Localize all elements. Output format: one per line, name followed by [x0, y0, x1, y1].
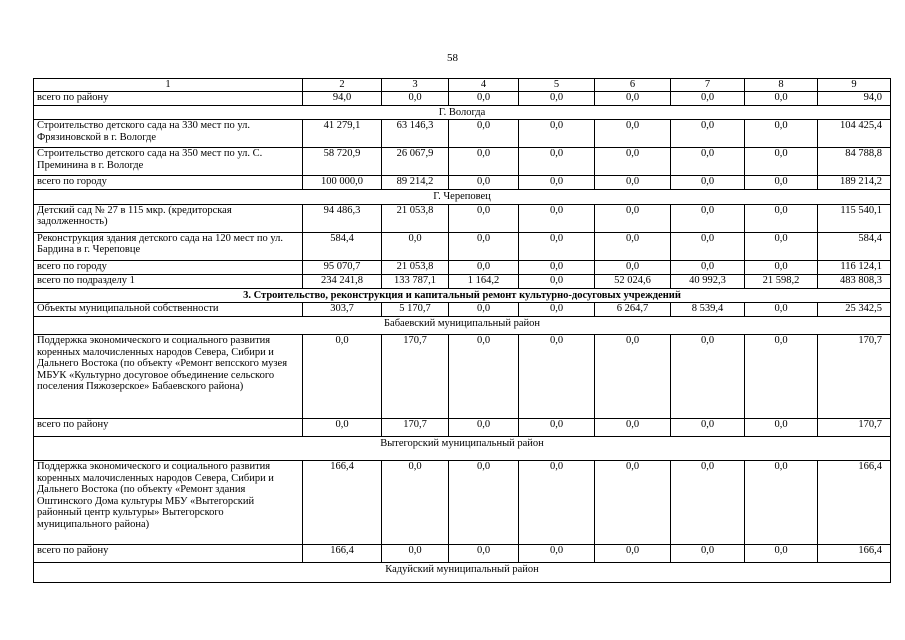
row-label: Объекты муниципальной собственности: [34, 303, 303, 317]
amount-cell: 41 279,1: [303, 120, 382, 148]
amount-cell: 0,0: [745, 545, 818, 563]
amount-cell: 0,0: [671, 176, 745, 190]
amount-cell: 0,0: [595, 545, 671, 563]
row-label: Поддержка экономического и социального развития коренных малочисленных народов Севера, Сибири и Дальнего Востока (по объекту «Ремонт здания Оштинского Дома культуры МБУ «Вытегорский районный центр культуры» Вытегорского муниципального района): [34, 461, 303, 545]
amount-cell: 0,0: [519, 260, 595, 274]
section-heading: Кадуйский муниципальный район: [34, 563, 891, 583]
amount-cell: 0,0: [595, 120, 671, 148]
amount-cell: 0,0: [595, 91, 671, 105]
amount-cell: 0,0: [745, 260, 818, 274]
amount-cell: 21 598,2: [745, 274, 818, 288]
section-heading: Г. Вологда: [34, 105, 891, 120]
column-number-header: 9: [818, 79, 891, 92]
amount-cell: 0,0: [745, 232, 818, 260]
amount-cell: 0,0: [449, 204, 519, 232]
amount-cell: 21 053,8: [382, 260, 449, 274]
row-label: Поддержка экономического и социального развития коренных малочисленных народов Севера, Сибири и Дальнего Востока (по объекту «Ремонт вепсского музея МБУК «Культурно досуговое объединение сельского поселения Пяжозерское» Бабаевского района): [34, 335, 303, 419]
table-row: [34, 419, 891, 437]
table-row: [34, 303, 891, 317]
amount-cell: 0,0: [449, 419, 519, 437]
amount-cell: 100 000,0: [303, 176, 382, 190]
amount-cell: 166,4: [303, 545, 382, 563]
amount-cell: 0,0: [519, 274, 595, 288]
amount-cell: 0,0: [595, 461, 671, 545]
amount-cell: 0,0: [671, 545, 745, 563]
amount-cell: 115 540,1: [818, 204, 891, 232]
section-heading-row: [34, 105, 891, 120]
table-header-row: [34, 79, 891, 92]
column-number-header: 2: [303, 79, 382, 92]
column-number-header: 3: [382, 79, 449, 92]
column-number-header: 6: [595, 79, 671, 92]
amount-cell: 0,0: [671, 204, 745, 232]
amount-cell: 0,0: [303, 335, 382, 419]
amount-cell: 0,0: [449, 120, 519, 148]
amount-cell: 6 264,7: [595, 303, 671, 317]
amount-cell: 584,4: [818, 232, 891, 260]
table-row: [34, 91, 891, 105]
amount-cell: 0,0: [519, 303, 595, 317]
amount-cell: 0,0: [745, 120, 818, 148]
amount-cell: 8 539,4: [671, 303, 745, 317]
amount-cell: 0,0: [595, 335, 671, 419]
row-label: Реконструкция здания детского сада на 120 мест по ул. Бардина в г. Череповце: [34, 232, 303, 260]
amount-cell: 94,0: [303, 91, 382, 105]
amount-cell: 170,7: [818, 419, 891, 437]
amount-cell: 94,0: [818, 91, 891, 105]
amount-cell: 0,0: [745, 419, 818, 437]
amount-cell: 0,0: [745, 148, 818, 176]
section-heading-row: [34, 563, 891, 583]
row-label: всего по району: [34, 419, 303, 437]
amount-cell: 0,0: [671, 120, 745, 148]
amount-cell: 116 124,1: [818, 260, 891, 274]
amount-cell: 0,0: [382, 91, 449, 105]
amount-cell: 0,0: [671, 461, 745, 545]
amount-cell: 0,0: [519, 120, 595, 148]
amount-cell: 0,0: [595, 176, 671, 190]
amount-cell: 303,7: [303, 303, 382, 317]
amount-cell: 0,0: [449, 335, 519, 419]
row-label: Строительство детского сада на 330 мест по ул. Фрязиновской в г. Вологде: [34, 120, 303, 148]
row-label: всего по подразделу 1: [34, 274, 303, 288]
amount-cell: 170,7: [818, 335, 891, 419]
amount-cell: 0,0: [449, 148, 519, 176]
row-label: всего по району: [34, 91, 303, 105]
amount-cell: 0,0: [519, 91, 595, 105]
table-row: [34, 232, 891, 260]
amount-cell: 89 214,2: [382, 176, 449, 190]
amount-cell: 5 170,7: [382, 303, 449, 317]
amount-cell: 0,0: [519, 545, 595, 563]
table-row: [34, 120, 891, 148]
section-heading-row: [34, 190, 891, 205]
amount-cell: 0,0: [745, 461, 818, 545]
amount-cell: 0,0: [595, 260, 671, 274]
table-row: [34, 545, 891, 563]
page-number: 58: [447, 52, 458, 64]
amount-cell: 0,0: [519, 176, 595, 190]
amount-cell: 483 808,3: [818, 274, 891, 288]
amount-cell: 0,0: [519, 204, 595, 232]
amount-cell: 0,0: [449, 461, 519, 545]
amount-cell: 26 067,9: [382, 148, 449, 176]
budget-table: [33, 78, 891, 583]
table-row: [34, 274, 891, 288]
amount-cell: 170,7: [382, 335, 449, 419]
section-heading: Бабаевский муниципальный район: [34, 317, 891, 335]
table-row: [34, 204, 891, 232]
amount-cell: 21 053,8: [382, 204, 449, 232]
amount-cell: 1 164,2: [449, 274, 519, 288]
amount-cell: 234 241,8: [303, 274, 382, 288]
table-row: [34, 176, 891, 190]
amount-cell: 166,4: [818, 545, 891, 563]
row-label: Детский сад № 27 в 115 мкр. (кредиторская задолженность): [34, 204, 303, 232]
section-heading: Г. Череповец: [34, 190, 891, 205]
amount-cell: 166,4: [303, 461, 382, 545]
amount-cell: 94 486,3: [303, 204, 382, 232]
amount-cell: 0,0: [519, 335, 595, 419]
amount-cell: 0,0: [449, 545, 519, 563]
table-body: [34, 79, 891, 583]
amount-cell: 0,0: [449, 303, 519, 317]
column-number-header: 5: [519, 79, 595, 92]
amount-cell: 0,0: [745, 303, 818, 317]
amount-cell: 0,0: [595, 204, 671, 232]
row-label: всего по городу: [34, 260, 303, 274]
amount-cell: 25 342,5: [818, 303, 891, 317]
amount-cell: 0,0: [449, 176, 519, 190]
section-heading-row: [34, 288, 891, 303]
amount-cell: 0,0: [595, 232, 671, 260]
section-heading: Вытегорский муниципальный район: [34, 437, 891, 461]
amount-cell: 0,0: [745, 335, 818, 419]
amount-cell: 0,0: [671, 91, 745, 105]
section-heading: 3. Строительство, реконструкция и капитальный ремонт культурно-досуговых учреждений: [34, 288, 891, 303]
amount-cell: 0,0: [519, 419, 595, 437]
amount-cell: 0,0: [671, 335, 745, 419]
column-number-header: 7: [671, 79, 745, 92]
amount-cell: 95 070,7: [303, 260, 382, 274]
column-number-header: 4: [449, 79, 519, 92]
amount-cell: 63 146,3: [382, 120, 449, 148]
amount-cell: 0,0: [745, 204, 818, 232]
amount-cell: 0,0: [595, 148, 671, 176]
amount-cell: 0,0: [519, 148, 595, 176]
row-label: всего по городу: [34, 176, 303, 190]
table-row: [34, 461, 891, 545]
amount-cell: 0,0: [671, 148, 745, 176]
amount-cell: 0,0: [745, 176, 818, 190]
amount-cell: 584,4: [303, 232, 382, 260]
amount-cell: 0,0: [519, 232, 595, 260]
amount-cell: 133 787,1: [382, 274, 449, 288]
amount-cell: 0,0: [595, 419, 671, 437]
amount-cell: 0,0: [671, 419, 745, 437]
section-heading-row: [34, 317, 891, 335]
amount-cell: 189 214,2: [818, 176, 891, 190]
table-row: [34, 148, 891, 176]
amount-cell: 170,7: [382, 419, 449, 437]
column-number-header: 1: [34, 79, 303, 92]
amount-cell: 0,0: [382, 232, 449, 260]
amount-cell: 0,0: [671, 260, 745, 274]
amount-cell: 0,0: [449, 232, 519, 260]
amount-cell: 0,0: [382, 461, 449, 545]
amount-cell: 0,0: [745, 91, 818, 105]
amount-cell: 0,0: [671, 232, 745, 260]
amount-cell: 166,4: [818, 461, 891, 545]
amount-cell: 58 720,9: [303, 148, 382, 176]
amount-cell: 104 425,4: [818, 120, 891, 148]
amount-cell: 84 788,8: [818, 148, 891, 176]
amount-cell: 52 024,6: [595, 274, 671, 288]
section-heading-row: [34, 437, 891, 461]
amount-cell: 0,0: [303, 419, 382, 437]
amount-cell: 40 992,3: [671, 274, 745, 288]
amount-cell: 0,0: [519, 461, 595, 545]
amount-cell: 0,0: [449, 260, 519, 274]
row-label: Строительство детского сада на 350 мест по ул. С. Преминина в г. Вологде: [34, 148, 303, 176]
row-label: всего по району: [34, 545, 303, 563]
table-row: [34, 335, 891, 419]
column-number-header: 8: [745, 79, 818, 92]
amount-cell: 0,0: [382, 545, 449, 563]
amount-cell: 0,0: [449, 91, 519, 105]
table-row: [34, 260, 891, 274]
